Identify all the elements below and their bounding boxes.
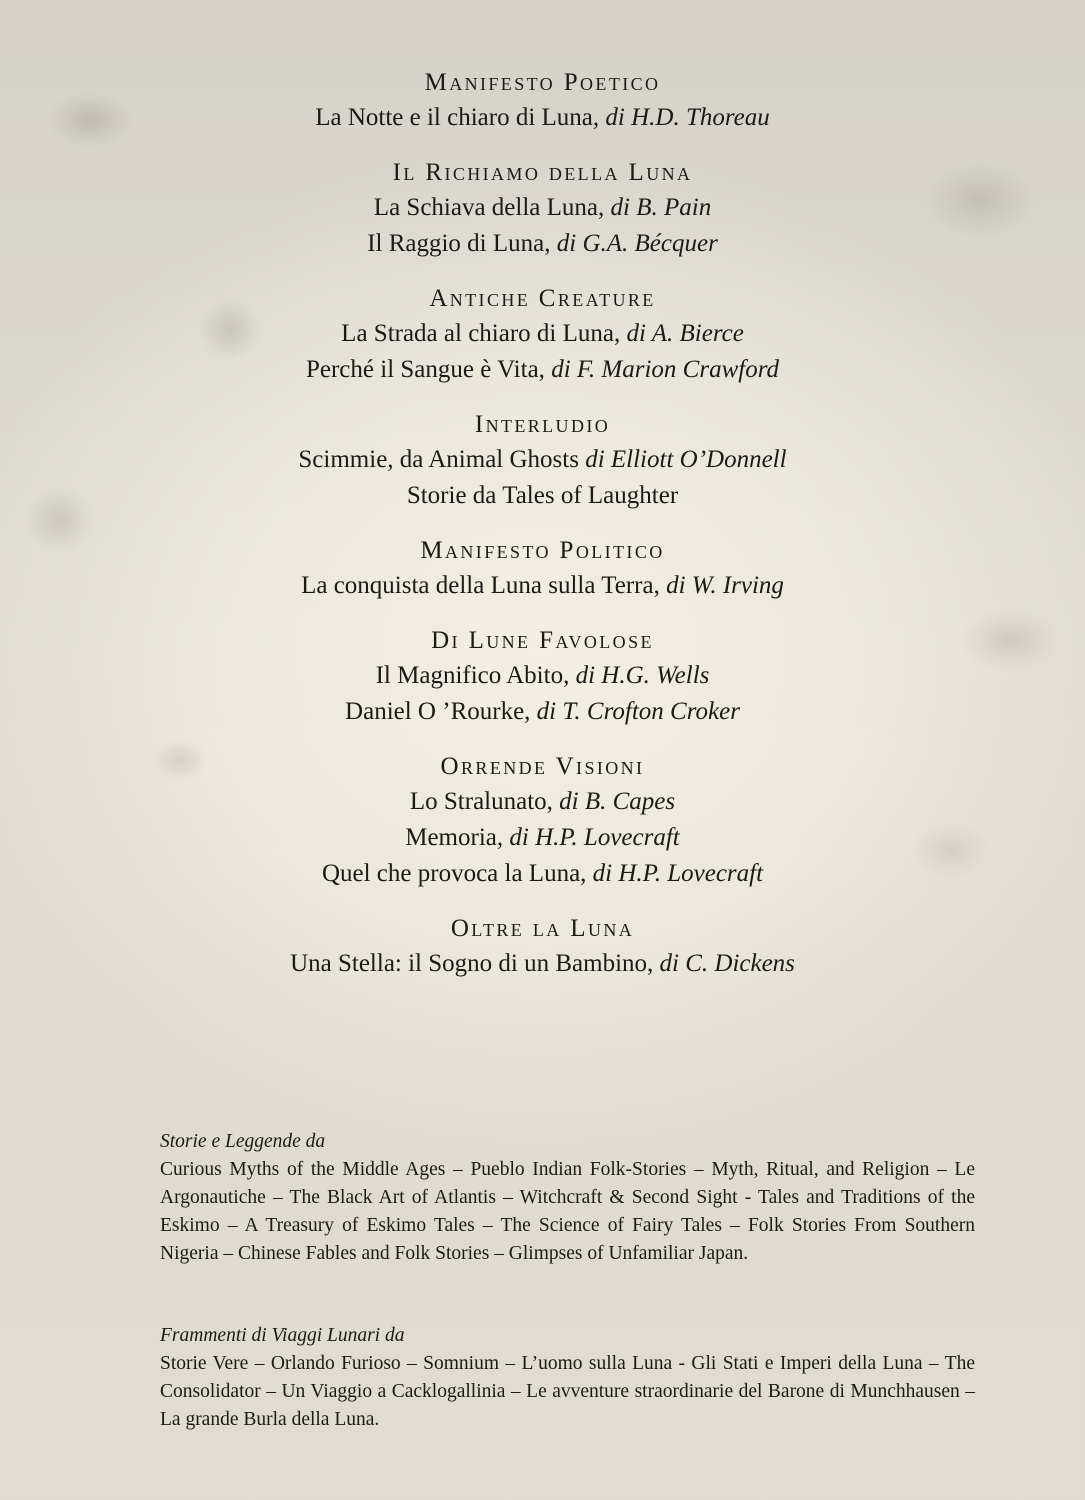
entry-author: di W. Irving: [666, 572, 784, 599]
entry-title: Il Raggio di Luna,: [367, 230, 551, 257]
section-title: Il Richiamo della Luna: [392, 159, 693, 186]
section-manifesto-poetico: [0, 66, 1085, 136]
entry-author: di Elliott O’Donnell: [585, 446, 787, 473]
entry-title: Lo Stralunato,: [409, 788, 553, 815]
sources-body: Storie Vere – Orlando Furioso – Somnium – L’uomo sulla Luna - Gli Stati e Imperi della Luna – The Consolidator – Un Viaggio a Cacklogallinia – Le avventure straordinarie del Barone di Munchhausen – La grande Burla della Luna.: [160, 1353, 975, 1430]
section-interludio: [0, 408, 1085, 514]
sources-body: Curious Myths of the Middle Ages – Pueblo Indian Folk-Stories – Myth, Ritual, and Religion – Le Argonautiche – The Black Art of Atlantis – Witchcraft & Second Sight - Tales and Traditions of the Eskimo – A Treasury of Eskimo Tales – The Science of Fairy Tales – Folk Stories From Southern Nigeria – Chinese Fables and Folk Stories – Glimpses of Unfamiliar Japan.: [160, 1159, 975, 1264]
toc-entry: [0, 100, 1085, 136]
section-title: Orrende Visioni: [440, 753, 645, 780]
entry-author: di C. Dickens: [659, 950, 795, 977]
sources-lunar-voyages: [160, 1322, 975, 1434]
entry-title: Storie da Tales of Laughter: [406, 482, 679, 509]
toc-entry: [0, 352, 1085, 388]
toc-entry: [0, 568, 1085, 604]
section-title: Manifesto Politico: [420, 537, 665, 564]
section-antiche-creature: [0, 282, 1085, 388]
toc-entry: [0, 946, 1085, 982]
section-richiamo-della-luna: [0, 156, 1085, 262]
entry-author: di F. Marion Crawford: [551, 356, 780, 383]
entry-title: La Notte e il chiaro di Luna,: [315, 104, 600, 131]
section-manifesto-politico: [0, 534, 1085, 604]
toc-entry: [0, 478, 1085, 514]
toc-entry: [0, 442, 1085, 478]
entry-title: Una Stella: il Sogno di un Bambino,: [290, 950, 654, 977]
entry-title: Quel che provoca la Luna,: [321, 860, 587, 887]
entry-title: La conquista della Luna sulla Terra,: [301, 572, 660, 599]
entry-author: di B. Pain: [610, 194, 712, 221]
toc-entry: [0, 190, 1085, 226]
section-title: Manifesto Poetico: [424, 69, 661, 96]
sources-heading: Storie e Leggende da: [160, 1131, 326, 1152]
toc-entry: [0, 316, 1085, 352]
entry-title: Memoria,: [405, 824, 504, 851]
sources-stories-legends: [160, 1128, 975, 1268]
entry-author: di H.P. Lovecraft: [509, 824, 680, 851]
entry-author: di B. Capes: [559, 788, 676, 815]
entry-title: La Schiava della Luna,: [373, 194, 605, 221]
entry-author: di G.A. Bécquer: [556, 230, 718, 257]
table-of-contents: [0, 66, 1085, 1002]
toc-entry: [0, 856, 1085, 892]
toc-entry: [0, 226, 1085, 262]
section-oltre-la-luna: [0, 912, 1085, 982]
entry-title: Il Magnifico Abito,: [375, 662, 570, 689]
entry-title: La Strada al chiaro di Luna,: [341, 320, 621, 347]
toc-entry: [0, 658, 1085, 694]
entry-title: Scimmie, da Animal Ghosts: [298, 446, 579, 473]
entry-author: di H.D. Thoreau: [605, 104, 770, 131]
section-title: Oltre la Luna: [450, 915, 635, 942]
entry-author: di A. Bierce: [626, 320, 744, 347]
section-title: Di Lune Favolose: [431, 627, 654, 654]
section-di-lune-favolose: [0, 624, 1085, 730]
entry-author: di H.P. Lovecraft: [592, 860, 764, 887]
toc-entry: [0, 784, 1085, 820]
entry-title: Daniel O ’Rourke,: [345, 698, 531, 725]
section-orrende-visioni: [0, 750, 1085, 892]
section-title: Interludio: [474, 411, 611, 438]
toc-entry: [0, 820, 1085, 856]
section-title: Antiche Creature: [429, 285, 656, 312]
entry-author: di H.G. Wells: [575, 662, 710, 689]
entry-author: di T. Crofton Croker: [536, 698, 740, 725]
toc-entry: [0, 694, 1085, 730]
entry-title: Perché il Sangue è Vita,: [305, 356, 545, 383]
sources-heading: Frammenti di Viaggi Lunari da: [160, 1325, 405, 1346]
